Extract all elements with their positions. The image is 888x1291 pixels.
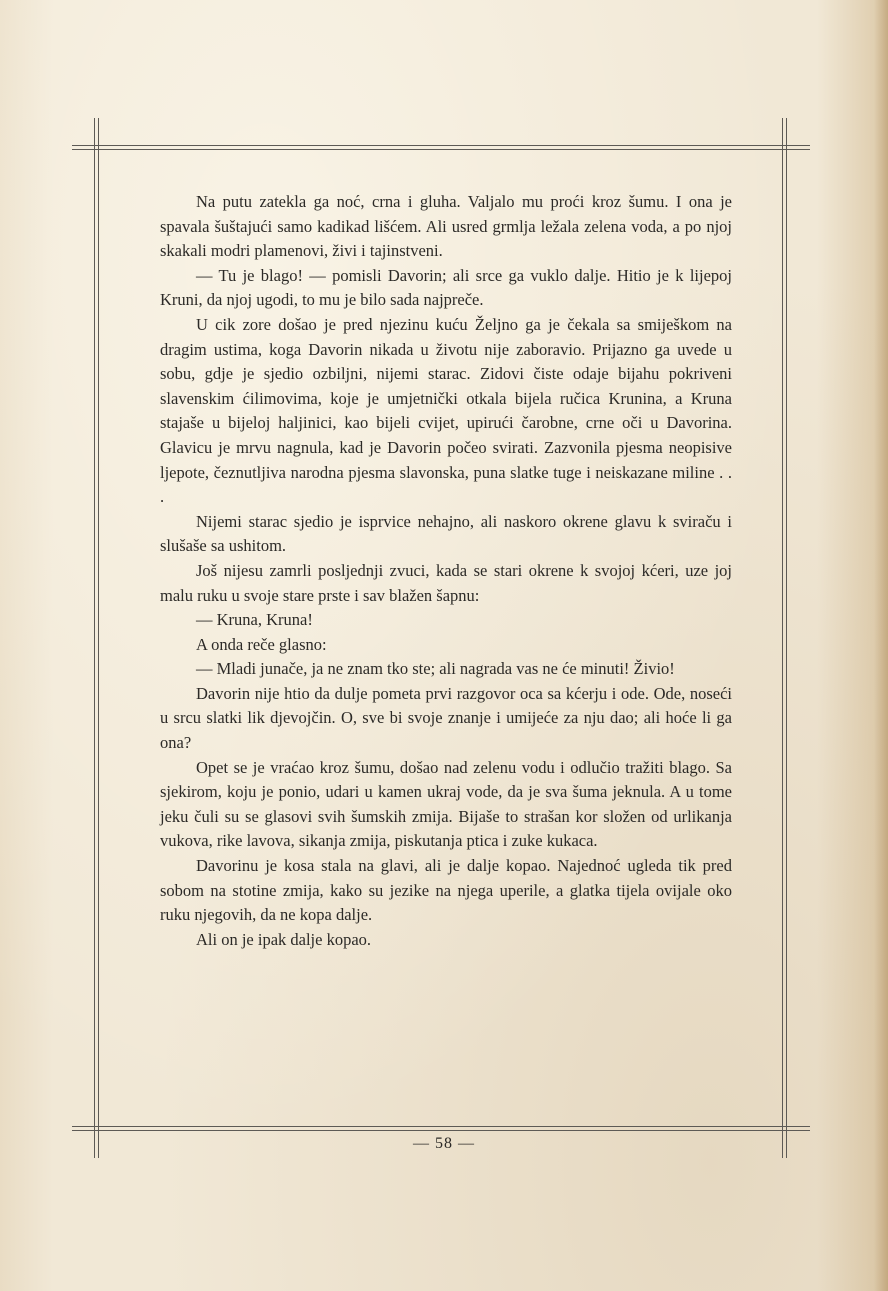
paragraph: Na putu zatekla ga noć, crna i gluha. Valjalo mu proći kroz šumu. I ona je spavala šuštajući samo kadikad lišćem. Ali usred grmlja ležala zelena voda, a po njoj skakali modri plamenovi, živi i tajinstveni.: [160, 192, 732, 261]
page-number: — 58 —: [413, 1135, 475, 1152]
frame-right-rule: [782, 118, 783, 1158]
paragraph: Još nijesu zamrli posljednji zvuci, kada se stari okrene k svojoj kćeri, uze joj malu ruku u svoje stare prste i sav blažen šapnu:: [160, 560, 732, 605]
paragraph: Ali on je ipak dalje kopao.: [196, 929, 372, 949]
frame-top-rule-inner: [72, 149, 810, 150]
paragraph: — Kruna, Kruna!: [196, 610, 313, 630]
paragraph: A onda reče glasno:: [196, 634, 327, 654]
frame-right-rule-inner: [786, 118, 787, 1158]
paragraph: — Tu je blago! — pomisli Davorin; ali srce ga vuklo dalje. Hitio je k lijepoj Kruni, da njoj ugodi, to mu je bilo sada najpreče.: [160, 265, 732, 310]
paragraph: Davorin nije htio da dulje pometa prvi razgovor oca sa kćerju i ode. Ode, noseći u srcu slatki lik djevojčin. O, sve bi svoje znanje i umijeće za nju dao; ali hoće li ga ona?: [160, 683, 732, 753]
frame-bottom-rule: [72, 1126, 810, 1127]
paragraph: Davorinu je kosa stala na glavi, ali je dalje kopao. Najednoć ugleda tik pred sobom na stotine zmija, kako su jezike na njega uperile, a glatka tijela ovijale oko ruku njegovih, da ne kopa dalje.: [160, 856, 732, 925]
paragraph: — Mladi junače, ja ne znam tko ste; ali nagrada vas ne će minuti! Živio!: [196, 659, 675, 679]
frame-top-rule: [72, 145, 810, 146]
page-edge-stain: [874, 0, 888, 1291]
paragraph: Opet se je vraćao kroz šumu, došao nad zelenu vodu i odlučio tražiti blago. Sa sjekirom, koju je ponio, udari u kamen ukraj vode, da je sva šuma jeknula. A u tome jeku čuli su se glasovi svih šumskih zmija. Bijaše to strašan kor složen od urlikanja vukova, rike lavova, sikanja zmija, piskutanja ptica i zuke kukaca.: [160, 757, 732, 851]
paragraph: Nijemi starac sjedio je isprvice nehajno, ali naskoro okrene glavu k sviraču i slušaše sa ushitom.: [160, 511, 732, 556]
frame-bottom-rule-inner: [72, 1130, 810, 1131]
frame-left-rule: [94, 118, 95, 1158]
paragraph: U cik zore došao je pred njezinu kuću Željno ga je čekala sa smiješkom na dragim ustima, koga Davorin nikada u životu nije zaboravio. Prijazno ga uvede u sobu, gdje je sjedio ozbiljni, nijemi starac. Zidovi čiste odaje bijahu pokriveni slavenskim ćilimovima, koje je umjetnički otkala bijela ručica Krunina, a Kruna stajaše u bijeloj haljinici, kao bijeli cvijet, upirući čarobne, crne oči u Davorina. Glavicu je mrvu nagnula, kad je Davorin počeo svirati. Zazvonila pjesma neopisive ljepote, čeznutljiva narodna pjesma slavonska, puna slatke tuge i neiskazane miline . . .: [160, 314, 732, 507]
body-text: [160, 190, 732, 952]
frame-left-rule-inner: [98, 118, 99, 1158]
